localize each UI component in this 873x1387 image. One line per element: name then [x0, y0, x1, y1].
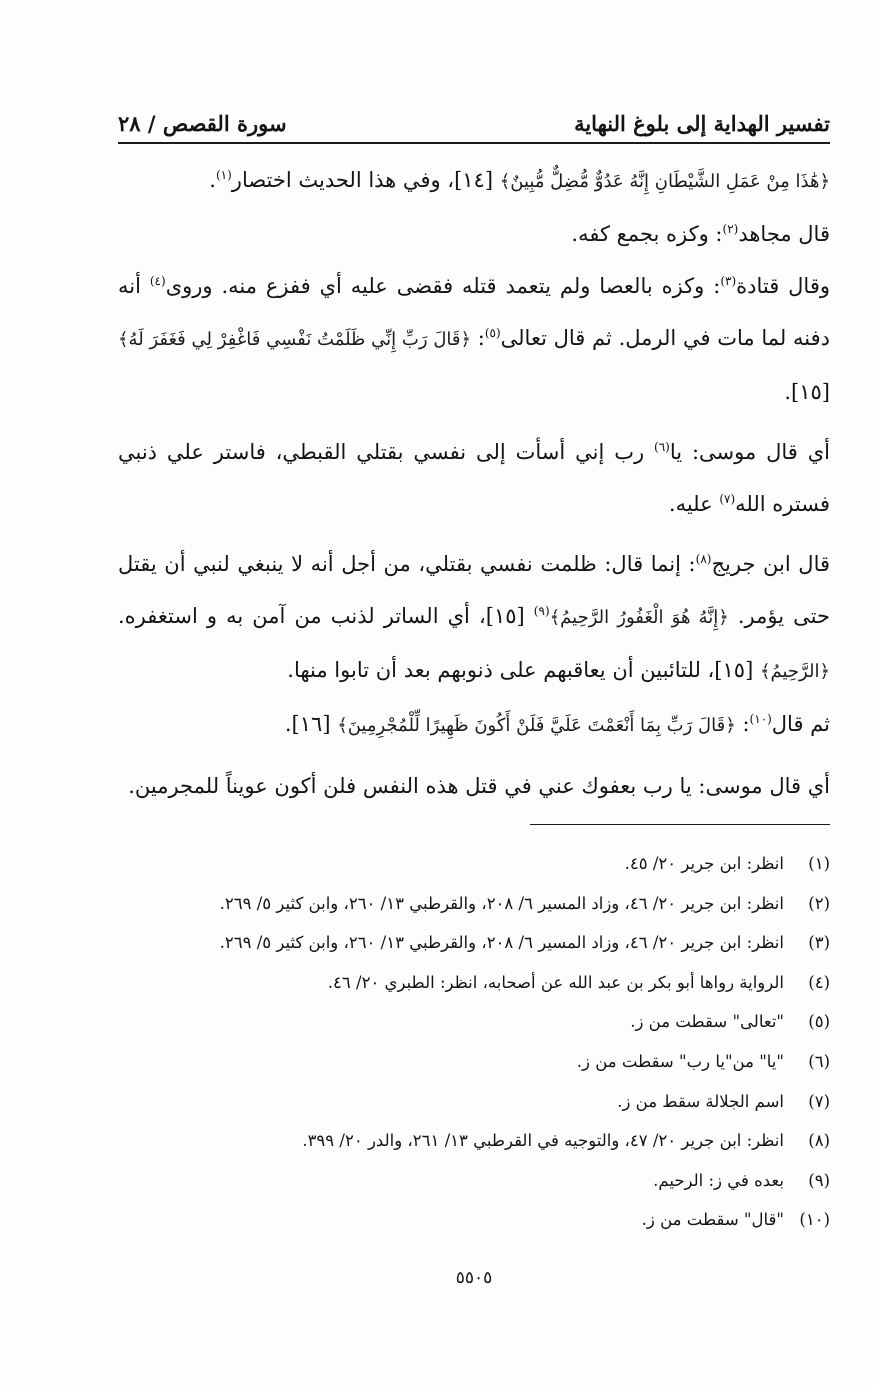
- paragraph-5: [118, 538, 830, 698]
- footnote-number: (٢): [808, 893, 830, 913]
- footnote-item: [118, 1042, 830, 1082]
- paragraph-text: [١٥].: [784, 380, 830, 404]
- page-number: ٥٥٠٥: [455, 1268, 493, 1288]
- footnote-text: انظر: ابن جرير ٢٠/ ٤٦، وزاد المسير ٦/ ٢٠٨، والقرطبي ١٣/ ٢٦٠، وابن كثير ٥/ ٢٦٩.: [219, 893, 784, 913]
- footnote-item: [118, 923, 830, 963]
- footnote-text: انظر: ابن جرير ٢٠/ ٤٥.: [624, 854, 784, 873]
- footnote-divider: [530, 824, 830, 825]
- footnote-number: (٣): [808, 933, 830, 953]
- quran-verse: ﴿هَٰذَا مِنْ عَمَلِ الشَّيْطَانِ إِنَّهُ عَدُوٌّ مُّضِلٌّ مُّبِينٌ﴾: [499, 171, 830, 192]
- paragraph-text: :: [735, 712, 750, 736]
- book-page: [118, 96, 830, 1296]
- footnote-number: (٦): [808, 1051, 830, 1071]
- paragraph-text: : وكزه بالعصا ولم يتعمد قتله فقضى عليه أي ففزع منه. وروى: [165, 274, 721, 298]
- paragraph-2: [118, 208, 830, 260]
- footnote-item: [118, 1161, 830, 1201]
- footnote-item: [118, 884, 830, 924]
- paragraph-text: أنه دفنه لما مات في الرمل. ثم قال تعالى: [118, 274, 830, 350]
- footnotes-list: [118, 844, 830, 1240]
- footnote-number: (٤): [808, 972, 830, 992]
- footnote-number: (٨): [808, 1131, 830, 1151]
- footnote-ref: (٧): [719, 492, 736, 506]
- surah-page-label: سورة القصص / ٢٨: [118, 111, 287, 136]
- footnote-text: انظر: ابن جرير ٢٠/ ٤٧، والتوجيه في القرطبي ١٣/ ٢٦١، والدر ٢٠/ ٣٩٩.: [302, 1131, 784, 1151]
- paragraph-1: [118, 154, 830, 208]
- paragraph-text: أي قال موسى: يا: [669, 440, 831, 464]
- paragraph-text: .: [209, 168, 216, 192]
- footnote-ref: (١): [215, 168, 232, 182]
- paragraph-text: ثم قال: [771, 712, 830, 736]
- paragraph-text: [١٦].: [284, 712, 338, 736]
- paragraph-text: [١٥]، للتائبين أن يعاقبهم على ذنوبهم بعد أن تابوا منها.: [287, 658, 760, 682]
- paragraph-text: رب إني أسأت إلى نفسي بقتلي القبطي، فاستر علي ذنبي فستره الله: [118, 440, 830, 516]
- paragraph-text: :: [471, 326, 485, 350]
- footnote-text: انظر: ابن جرير ٢٠/ ٤٦، وزاد المسير ٦/ ٢٠٨، والقرطبي ١٣/ ٢٦٠، وابن كثير ٥/ ٢٦٩.: [219, 933, 784, 953]
- footnote-ref: (٤): [149, 274, 166, 288]
- footnote-ref: (٩): [533, 604, 550, 618]
- footnote-number: (١٠): [799, 1210, 830, 1230]
- footnote-item: [118, 1121, 830, 1161]
- paragraph-text: : وكزه بجمع كفه.: [571, 222, 723, 246]
- quran-verse: ﴿قَالَ رَبِّ إِنِّي ظَلَمْتُ نَفْسِي فَاغْفِرْ لِي فَغَفَرَ لَهُ﴾: [118, 329, 472, 350]
- footnote-text: "يا" من"يا رب" سقطت من ز.: [576, 1051, 784, 1071]
- quran-verse: ﴿إِنَّهُ هُوَ الْغَفُورُ الرَّحِيمُ﴾: [549, 607, 729, 628]
- book-title: تفسير الهداية إلى بلوغ النهاية: [574, 111, 830, 136]
- footnote-text: "قال" سقطت من ز.: [641, 1210, 784, 1230]
- paragraph-6: [118, 698, 830, 752]
- running-header: [118, 96, 830, 144]
- paragraph-text: : إنما قال: ظلمت نفسي بقتلي، من أجل أنه لا ينبغي لنبي أن يقتل حتى يؤمر.: [118, 552, 830, 628]
- paragraph-text: وقال قتادة: [736, 274, 831, 298]
- main-text: [118, 154, 830, 812]
- paragraph-text: أي قال موسى: يا رب بعفوك عني في قتل هذه النفس فلن أكون عويناً للمجرمين.: [128, 774, 830, 798]
- footnote-ref: (٣): [720, 274, 737, 288]
- footnote-number: (٧): [808, 1091, 830, 1111]
- paragraph-text: قال مجاهد: [738, 222, 830, 246]
- footnote-text: الرواية رواها أبو بكر بن عبد الله عن أصحابه، انظر: الطبري ٢٠/ ٤٦.: [327, 972, 784, 992]
- footnote-ref: (٦): [654, 440, 670, 454]
- paragraph-4: [118, 426, 830, 530]
- footnote-item: [118, 1082, 830, 1122]
- paragraph-7: [118, 760, 830, 812]
- footnote-text: "تعالى" سقطت من ز.: [630, 1012, 784, 1032]
- footnote-ref: (١٠): [749, 712, 772, 726]
- footnote-ref: (٢): [722, 222, 739, 236]
- paragraph-3: [118, 260, 830, 418]
- footnote-item: [118, 1002, 830, 1042]
- paragraph-text: عليه.: [668, 492, 720, 516]
- footnote-text: اسم الجلالة سقط من ز.: [617, 1091, 784, 1111]
- paragraph-text: [١٤]، وفي هذا الحديث اختصار: [231, 168, 500, 192]
- footnote-number: (١): [808, 854, 830, 873]
- footnote-ref: (٥): [484, 326, 501, 340]
- paragraph-text: قال ابن جريج: [711, 552, 831, 576]
- footnote-text: بعده في ز: الرحيم.: [653, 1170, 784, 1190]
- footnote-item: [118, 963, 830, 1003]
- footnote-number: (٩): [808, 1170, 830, 1190]
- quran-verse: ﴿قَالَ رَبِّ بِمَا أَنْعَمْتَ عَلَيَّ فَلَنْ أَكُونَ ظَهِيرًا لِّلْمُجْرِمِينَ﴾: [337, 715, 736, 736]
- footnote-number: (٥): [808, 1012, 830, 1032]
- footnote-item: [118, 844, 830, 884]
- paragraph-text: [١٥]، أي الساتر لذنب من آمن به و استغفره.: [118, 604, 534, 628]
- footnote-ref: (٨): [695, 552, 712, 566]
- quran-verse: ﴿الرَّحِيمُ﴾: [759, 661, 830, 682]
- footnote-item: [118, 1200, 830, 1240]
